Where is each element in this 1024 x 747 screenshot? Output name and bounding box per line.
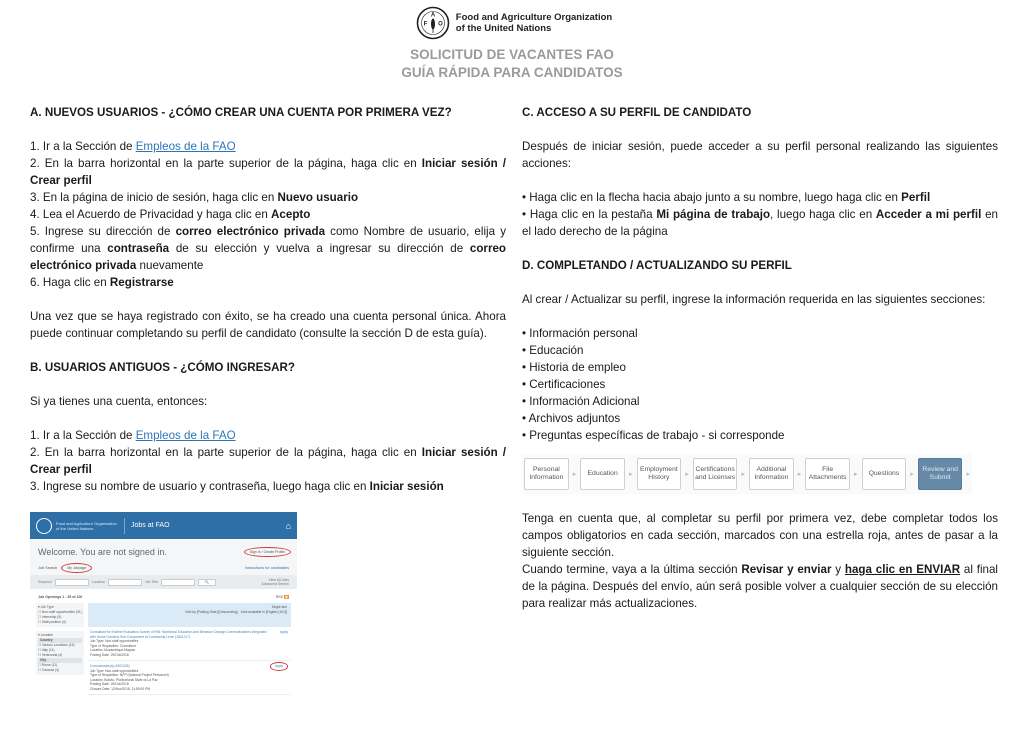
job-row: Consultant for Endline Evaluation Survey of RIN: Nutritional Education and Behavior Change Communications Integrated with Home Gardens Sub-Component at Community Level (1801217) Job Type: Non-staff opportunities Type of Requisition: Consultant Location: Mozambique-Maputo Posting Date: 29/Oct/2018 Apply	[88, 627, 291, 661]
section-d-heading: D. COMPLETANDO / ACTUALIZANDO SU PERFIL	[522, 259, 792, 272]
section-b-intro: Si ya tienes una cuenta, entonces:	[30, 395, 208, 408]
jobs-portal-screenshot	[30, 512, 297, 722]
home-icon[interactable]: ⌂	[285, 520, 291, 531]
step-additional-information[interactable]: Additional Information	[749, 458, 794, 490]
apply-button[interactable]: Apply	[270, 662, 288, 671]
section-a-step-5: 5. Ingrese su dirección de correo electrónico privada como Nombre de usuario, elija y confirme una contraseña de su elección y vuelva a ingresar su dirección de correo electrónico privada nuevamente	[30, 225, 506, 272]
profile-stepper	[522, 454, 972, 494]
apply-button[interactable]: Apply	[279, 630, 288, 634]
advanced-search-link[interactable]: Advanced Search	[261, 582, 289, 586]
keyword-input[interactable]	[55, 579, 89, 586]
svg-text:F: F	[423, 21, 428, 28]
section-a-closing: Una vez que se haya registrado con éxito, se ha creado una cuenta personal única. Ahora puede continuar completando su perfil de candidato (consulte la sección D de esta guía).	[30, 310, 506, 340]
welcome-message: Welcome. You are not signed in.	[38, 547, 167, 557]
chevron-right-icon: ▸	[741, 470, 745, 478]
doc-subtitle: GUÍA RÁPIDA PARA CANDIDATOS	[401, 65, 623, 80]
section-b-step-2: 2. En la barra horizontal en la parte superior de la página, haga clic en Iniciar sesión / Crear perfil	[30, 446, 506, 476]
section-a-step-4: 4. Lea el Acuerdo de Privacidad y haga clic en Acepto	[30, 208, 311, 221]
section-d-note-1: Tenga en cuenta que, al completar su perfil por primera vez, debe completar todos los campos obligatorios en cada sección, marcados con una estrella roja, antes de pasar a la siguiente sección.	[522, 512, 998, 559]
list-item: • Información personal	[522, 327, 638, 340]
job-title-link[interactable]: Comunicador(a) (1801225)	[90, 664, 130, 668]
sort-order-select[interactable]: Descending	[219, 609, 237, 614]
fao-logo-icon	[416, 6, 450, 40]
sort-bar: Single-line Sort by [Posting Date] [Descending] Jobs available in [English (101)]	[88, 603, 291, 627]
instructions-link[interactable]: Instructions for candidates	[244, 566, 289, 570]
job-title-link[interactable]: Consultant for Endline Evaluation Survey of RIN: Nutritional Education and Behavior Change Communications Integrated with Home Gardens Sub-Component at Community Level (1801217)	[90, 630, 267, 639]
step-questions[interactable]: Questions	[862, 458, 907, 490]
section-a-step-1: 1. Ir a la Sección de Empleos de la FAO	[30, 140, 236, 153]
list-item: • Educación	[522, 344, 584, 357]
step-file-attachments[interactable]: File Attachments	[805, 458, 850, 490]
step-certifications[interactable]: Certifications and Licenses	[693, 458, 738, 490]
filter-sidebar: ▾ Job Type ☐ Non-staff opportunities (91) ☐ Internship (5) ☐ Staff position (4) ▾ Location Country ☐ Various Locations (16) ☐ Italy (11) ☐ Venezuela (4) City ☐ Rome (11) ☐ Caracas (4)	[36, 603, 84, 695]
portal-title: Jobs at FAO	[131, 522, 170, 529]
org-branding	[4, 6, 1024, 40]
search-button[interactable]: 🔍	[198, 579, 216, 586]
list-item: • Archivos adjuntos	[522, 412, 621, 425]
tab-my-jobpage[interactable]: My Jobpage	[61, 563, 92, 573]
step-personal-information[interactable]: Personal Information	[524, 458, 569, 490]
location-input[interactable]	[108, 579, 142, 586]
portal-header-bar: Food and Agriculture Organization of the United Nations Jobs at FAO ⌂	[30, 512, 297, 539]
sort-by-select[interactable]: Posting Date	[197, 609, 217, 614]
rss-link[interactable]: RSS ◉	[275, 595, 288, 599]
section-c-bullet-1: • Haga clic en la flecha hacia abajo junto a su nombre, luego haga clic en Perfil	[522, 191, 931, 204]
search-bar: Keyword Location Job Title 🔍 View All Jobs Advanced Search	[30, 575, 297, 589]
chevron-right-icon: ▸	[910, 470, 914, 478]
fao-jobs-link[interactable]: Empleos de la FAO	[135, 140, 236, 153]
job-list	[88, 603, 291, 695]
step-education[interactable]: Education	[580, 458, 625, 490]
rss-icon: ◉	[284, 595, 288, 599]
fao-logo-icon	[36, 518, 52, 534]
tab-job-search[interactable]: Job Search	[38, 566, 58, 570]
section-b-step-1: 1. Ir a la Sección de Empleos de la FAO	[30, 429, 236, 442]
step-employment-history[interactable]: Employment History	[637, 458, 682, 490]
section-d-intro: Al crear / Actualizar su perfil, ingrese la información requerida en las siguientes secciones:	[522, 293, 986, 306]
job-row: Comunicador(a) (1801225) Job Type: Non-staff opportunities Type of Requisition: NPP (National Project Personnel) Location: Bolivia, Plurinational State of-La Paz Posting Date: 29/Oct/2018 Closure Date: 12/Nov/2018, 11:59:00 PM Apply	[88, 661, 291, 695]
chevron-right-icon: ▸	[628, 470, 633, 478]
section-b-step-3: 3. Ingrese su nombre de usuario y contraseña, luego haga clic en Iniciar sesión	[30, 480, 444, 493]
step-review-and-submit[interactable]: Review and Submit	[918, 458, 963, 490]
document-header	[0, 6, 1024, 82]
section-c-intro: Después de iniciar sesión, puede acceder a su perfil personal realizando las siguientes acciones:	[522, 140, 998, 170]
left-column	[30, 104, 506, 495]
chevron-right-icon: ▸	[797, 470, 802, 478]
section-a-step-6: 6. Haga clic en Registrarse	[30, 276, 174, 289]
org-name: Food and Agriculture Organization of the United Nations	[455, 12, 613, 34]
section-d-note-2: Cuando termine, vaya a la última sección Revisar y enviar y haga clic en ENVIAR al final de la página. Después del envío, aún será posible volver a cualquier sección de su elección para realizar más actualizaciones.	[522, 563, 998, 610]
list-item: • Preguntas específicas de trabajo - si corresponde	[522, 429, 785, 442]
job-title-input[interactable]	[161, 579, 195, 586]
view-all-jobs-link[interactable]: View All Jobs	[268, 578, 289, 582]
right-column	[522, 104, 998, 612]
chevron-right-icon: ▸	[853, 470, 858, 478]
section-a-step-2: 2. En la barra horizontal en la parte superior de la página, haga clic en Iniciar sesión / Crear perfil	[30, 157, 506, 187]
list-item: • Historia de empleo	[522, 361, 626, 374]
signin-create-profile-link[interactable]: Sign In / Create Profile	[244, 547, 291, 557]
section-a-heading: A. NUEVOS USUARIOS - ¿CÓMO CREAR UNA CUENTA POR PRIMERA VEZ?	[30, 106, 452, 119]
section-c-heading: C. ACCESO A SU PERFIL DE CANDIDATO	[522, 106, 752, 119]
svg-text:A: A	[430, 12, 435, 19]
language-select[interactable]: English (101)	[266, 609, 287, 614]
chevron-right-icon: ▸	[685, 470, 689, 478]
filter-location[interactable]: ▾ Location	[38, 633, 54, 637]
chevron-right-icon: ▸	[966, 470, 970, 478]
doc-title: SOLICITUD DE VACANTES FAO	[410, 47, 614, 62]
list-item: • Información Adicional	[522, 395, 640, 408]
section-b-heading: B. USUARIOS ANTIGUOS - ¿CÓMO INGRESAR?	[30, 361, 295, 374]
openings-count: Job Openings 1 - 25 of 100	[38, 595, 83, 599]
fao-jobs-link[interactable]: Empleos de la FAO	[135, 429, 236, 442]
section-c-bullet-2: • Haga clic en la pestaña Mi página de trabajo, luego haga clic en Acceder a mi perfil en el lado derecho de la página	[522, 208, 998, 238]
section-a-step-3: 3. En la página de inicio de sesión, haga clic en Nuevo usuario	[30, 191, 359, 204]
filter-job-type[interactable]: ▾ Job Type	[38, 605, 54, 609]
chevron-right-icon: ▸	[572, 470, 577, 478]
svg-text:O: O	[437, 21, 443, 28]
list-item: • Certificaciones	[522, 378, 606, 391]
